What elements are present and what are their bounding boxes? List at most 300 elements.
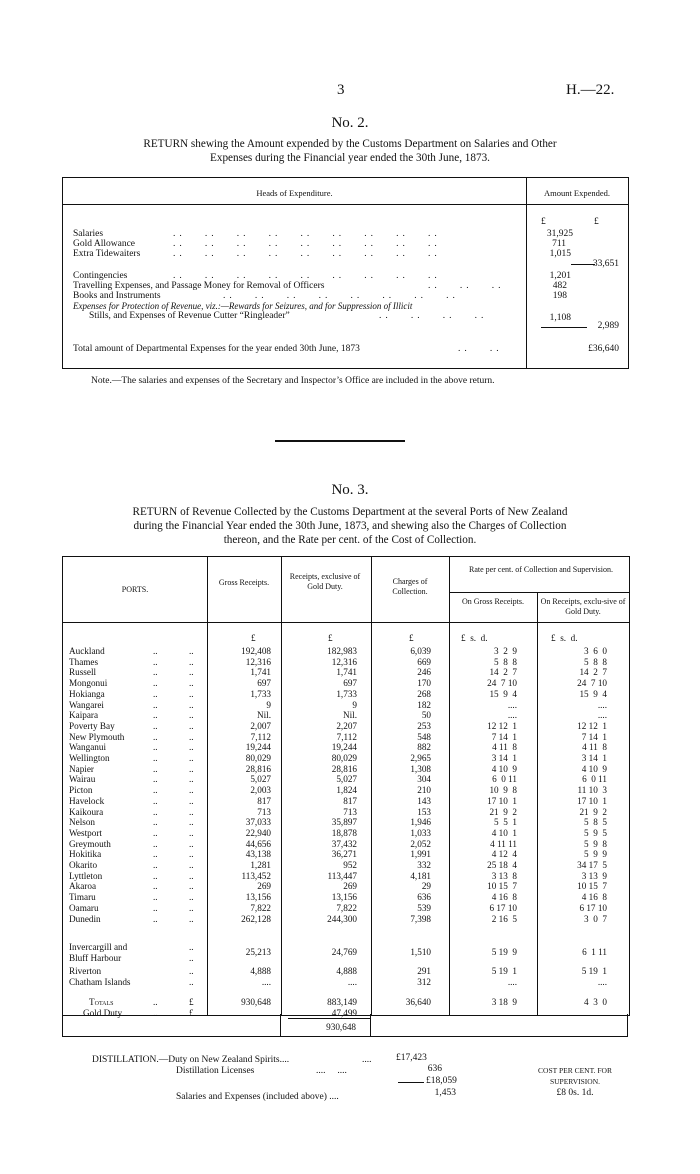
rate-on-exclusive-value: 34 17 5: [577, 860, 607, 870]
gross-receipts-value: 37,033: [245, 817, 271, 828]
port-name: Wangarei: [69, 699, 104, 710]
row-leader: ..: [153, 710, 158, 721]
receipts-exclusive-value: 36,271: [331, 849, 357, 860]
gross-receipts-value: 2,003: [250, 785, 271, 796]
port-name: Timaru: [69, 892, 96, 903]
row-leader: ..: [153, 849, 158, 860]
expense-row: Gold Allowance .. .. .. .. .. .. .. .. .. 711: [73, 239, 566, 249]
rate-on-gross-value: 4 11 11: [490, 838, 517, 849]
protection-label-line2: Stills, and Expenses of Revenue Cutter “Ringleader”: [89, 311, 290, 321]
gross-receipts-value: 19,244: [245, 742, 271, 753]
expense-row: Travelling Expenses, and Passage Money for Removal of Officers .. .. .. 482: [73, 281, 567, 291]
row-leader: ..: [189, 849, 194, 860]
gross-receipts-value: 22,940: [245, 827, 271, 838]
expenditure-table: [62, 177, 629, 369]
charges-value: 7,398: [410, 913, 431, 924]
currency-sign: £: [541, 217, 546, 227]
gross-receipts-value: 28,816: [245, 763, 271, 774]
rate-on-gross-value: 4 11 8: [492, 742, 517, 753]
charges-value: 291: [417, 966, 431, 976]
rate-on-gross-value: 21 9 2: [489, 806, 517, 817]
total-rate-on-gross: 3 18 9: [491, 997, 517, 1007]
gross-receipts-value: 113,452: [241, 870, 271, 881]
rate-on-exclusive-value: 15 9 4: [579, 688, 607, 699]
receipts-exclusive-value: 952: [343, 860, 357, 870]
charges-value: 1,308: [410, 763, 431, 774]
subtotal-salaries: 33,651: [592, 259, 619, 269]
receipts-exclusive-value: 113,447: [327, 870, 357, 881]
rate-on-gross-value: 5 5 1: [494, 817, 517, 828]
row-leader: ..: [153, 997, 158, 1007]
port-name: Okarito: [69, 860, 98, 870]
return-3-heading-line1: RETURN of Revenue Collected by the Customs Department at the several Ports of New Zealand: [132, 506, 568, 518]
expense-row: Books and Instruments .. .. .. .. .. .. .. .. 198: [73, 291, 567, 301]
supervision-heading: SUPERVISION.: [549, 1077, 601, 1086]
on-receipts-exclusive-header: On Receipts, exclu-sive of Gold Duty.: [540, 597, 626, 616]
row-leader: ..: [189, 806, 194, 817]
gross-receipts-value: 44,656: [245, 838, 271, 849]
expense-label: Extra Tidewaiters: [73, 249, 141, 259]
rate-on-exclusive-value: 12 12 1: [577, 720, 607, 731]
return-2-note: Note.—The salaries and expenses of the Secretary and Inspector’s Office are included in the above return.: [91, 376, 495, 386]
gross-receipts-value: Nil.: [256, 710, 271, 721]
rate-on-exclusive-value: 14 2 7: [579, 667, 607, 678]
gross-receipts-value: 7,112: [250, 731, 271, 742]
port-name: Mongonui: [69, 678, 108, 689]
gross-receipts-value: 7,822: [250, 902, 271, 913]
rate-on-gross-value: 5 8 8: [494, 656, 517, 667]
rate-on-gross-value: 4 16 8: [491, 892, 517, 903]
gross-receipts-value: 1,733: [250, 688, 271, 699]
expense-amount: 198: [552, 291, 567, 301]
receipts-exclusive-value: 817: [343, 795, 357, 806]
rate-on-exclusive-value: 6 17 10: [579, 902, 607, 913]
row-leader: ..: [189, 817, 194, 828]
gold-duty-unit: £: [189, 1008, 194, 1018]
row-leader: ..: [189, 699, 194, 710]
row-leader: ..: [189, 870, 194, 881]
port-name: Kaikoura: [69, 806, 104, 817]
row-leader: ..: [189, 678, 194, 689]
gross-receipts-value: 9: [266, 699, 271, 710]
row-leader: ..: [189, 860, 194, 870]
charges-value: 1,510: [410, 947, 431, 957]
gross-receipts-header: Gross Receipts.: [218, 578, 270, 587]
row-leader: ..: [189, 688, 194, 699]
port-name: Hokitika: [69, 849, 102, 860]
row-leader: ..: [153, 720, 158, 731]
port-name: Bluff Harbour: [69, 953, 122, 963]
gold-duty-label: Gold Duty: [83, 1008, 123, 1018]
row-leader: ..: [189, 646, 194, 656]
receipts-exclusive-value: 1,733: [336, 688, 357, 699]
row-leader: ..: [153, 774, 158, 785]
charges-value: 1,991: [410, 849, 431, 860]
row-leader: ..: [189, 731, 194, 742]
gross-receipts-value: 43,138: [245, 849, 271, 860]
expense-row: Extra Tidewaiters .. .. .. .. .. .. .. .. .. 1,015: [73, 249, 571, 259]
rate-on-gross-value: 4 10 1: [491, 827, 517, 838]
rate-on-exclusive-value: 5 9 9: [584, 849, 607, 860]
row-leader: ..: [153, 646, 158, 656]
expense-label: Salaries: [73, 229, 104, 239]
row-leader: ..: [153, 806, 158, 817]
cost-per-cent-heading: COST PER CENT. FOR: [538, 1066, 612, 1075]
port-name: Invercargill and: [69, 942, 128, 952]
charges-value: 332: [417, 860, 431, 870]
gross-receipts-value: 192,408: [241, 646, 271, 656]
rate-on-gross-value: 3 13 8: [491, 870, 517, 881]
rate-on-exclusive-value: 3 6 0: [584, 646, 607, 656]
row-leader: ..: [189, 953, 194, 963]
row-leader: ..: [153, 827, 158, 838]
row-leader: ..: [189, 902, 194, 913]
rate-on-exclusive-value: 5 8 8: [584, 656, 607, 667]
return-3-number: No. 3.: [331, 482, 369, 498]
gross-receipts-value: 1,741: [250, 667, 271, 678]
totals-unit: £: [189, 997, 194, 1007]
charges-of-collection-header: Charges of Collection.: [392, 577, 428, 596]
receipts-exclusive-value: 18,878: [331, 827, 357, 838]
gross-receipts-value: 713: [257, 806, 271, 817]
receipts-exclusive-header: Receipts, exclusive of Gold Duty.: [289, 572, 361, 591]
charges-value: 4,181: [410, 870, 431, 881]
gross-receipts-value: 2,007: [250, 720, 271, 731]
port-name: Wairau: [69, 774, 96, 785]
rate-on-gross-value: ....: [507, 699, 517, 710]
unit-pound: £: [251, 633, 256, 643]
receipts-exclusive-value: 7,822: [336, 902, 357, 913]
row-leader: ..: [153, 838, 158, 849]
rate-on-gross-value: 17 10 1: [487, 795, 517, 806]
charges-value: 153: [417, 806, 431, 817]
gross-receipts-value: 4,888: [250, 966, 271, 976]
rate-on-exclusive-value: 4 10 9: [581, 763, 607, 774]
expense-amount: 711: [552, 239, 566, 249]
expense-label: Travelling Expenses, and Passage Money for Removal of Officers: [73, 281, 325, 291]
gross-receipts-value: 697: [257, 678, 271, 689]
rate-on-exclusive-value: 5 9 5: [584, 827, 607, 838]
port-name: Wanganui: [69, 742, 107, 753]
port-name: Napier: [69, 763, 94, 774]
on-gross-receipts-header: On Gross Receipts.: [462, 597, 524, 606]
rate-on-exclusive-value: 11 10 3: [577, 785, 607, 796]
charges-value: 669: [417, 656, 431, 667]
charges-value: 246: [417, 667, 431, 678]
row-leader: ..: [189, 913, 194, 924]
row-leader: ..: [153, 892, 158, 903]
rate-on-exclusive-value: ....: [597, 710, 607, 721]
rate-on-exclusive-value: 5 8 5: [584, 817, 607, 828]
dot-leader: .... ....: [316, 1066, 347, 1076]
row-leader: ..: [189, 966, 194, 976]
gross-receipts-value: 262,128: [241, 913, 271, 924]
port-name: Thames: [69, 656, 99, 667]
gross-receipts-value: 817: [257, 795, 271, 806]
rate-on-exclusive-value: 4 16 8: [581, 892, 607, 903]
receipts-exclusive-value: 697: [343, 678, 357, 689]
row-leader: ..: [153, 688, 158, 699]
rate-on-gross-value: ....: [507, 710, 517, 721]
expense-amount: 1,015: [549, 249, 571, 259]
charges-value: 2,052: [410, 838, 431, 849]
distillation-spirits-label: DISTILLATION.—Duty on New Zealand Spirits....: [92, 1055, 290, 1065]
receipts-exclusive-value: 269: [343, 881, 357, 892]
total-rate-on-exclusive: 4 3 0: [584, 997, 607, 1007]
receipts-exclusive-value: 244,300: [327, 913, 357, 924]
gross-receipts-value: 269: [257, 881, 271, 892]
rate-on-exclusive-value: 6 1 11: [582, 947, 607, 957]
rate-on-gross-value: 7 14 1: [491, 731, 517, 742]
charges-value: 170: [417, 678, 431, 689]
return-2-heading-line2: Expenses during the Financial year ended the 30th June, 1873.: [210, 152, 490, 164]
receipts-exclusive-value: 37,432: [331, 838, 357, 849]
charges-value: 143: [417, 795, 431, 806]
rate-on-exclusive-value: 24 7 10: [577, 678, 607, 689]
row-leader: ..: [189, 785, 194, 796]
receipts-exclusive-value: 13,156: [331, 892, 357, 903]
rate-on-gross-value: 10 9 8: [489, 785, 517, 796]
distillation-licenses-label: Distillation Licenses: [176, 1066, 255, 1076]
port-name: Wellington: [69, 753, 110, 763]
charges-value: 1,033: [410, 827, 431, 838]
charges-value: 253: [417, 720, 431, 731]
gross-receipts-value: 12,316: [245, 656, 271, 667]
distillation-salaries-value: 1,453: [434, 1088, 456, 1098]
rate-on-exclusive-value: 21 9 2: [579, 806, 607, 817]
rate-on-gross-value: 12 12 1: [487, 720, 517, 731]
rate-on-gross-value: ....: [507, 977, 517, 987]
protection-label-line1: Expenses for Protection of Revenue, viz.:—Rewards for Seizures, and for Suppression of Illicit: [73, 301, 413, 311]
row-leader: ..: [153, 731, 158, 742]
gross-receipts-value: ....: [261, 977, 271, 987]
charges-value: 29: [421, 881, 431, 892]
dot-leader: ....: [362, 1055, 372, 1065]
rate-on-gross-value: 5 19 1: [491, 966, 517, 976]
receipts-exclusive-value: 5,027: [336, 774, 357, 785]
port-name: Poverty Bay: [69, 720, 115, 731]
gold-duty-value: 47,499: [331, 1008, 357, 1018]
row-leader: ..: [153, 860, 158, 870]
port-name: Akaroa: [69, 881, 97, 892]
receipts-exclusive-value: 9: [352, 699, 357, 710]
rate-on-gross-value: 24 7 10: [487, 678, 517, 689]
total-charges: 36,640: [405, 997, 431, 1007]
row-leader: ..: [189, 892, 194, 903]
row-leader: ..: [153, 870, 158, 881]
receipts-exclusive-value: 80,029: [331, 753, 357, 763]
row-leader: ..: [189, 827, 194, 838]
receipts-exclusive-value: 182,983: [327, 646, 357, 656]
rate-on-exclusive-value: 4 11 8: [582, 742, 607, 753]
expense-row: Contingencies .. .. .. .. .. .. .. .. .. 1,201: [73, 271, 571, 281]
receipts-exclusive-value: 2,207: [336, 720, 357, 731]
rate-on-exclusive-value: 17 10 1: [577, 795, 607, 806]
charges-value: 2,965: [410, 753, 431, 763]
charges-value: 210: [417, 785, 431, 796]
rate-on-gross-value: 4 10 9: [491, 763, 517, 774]
page-number: 3: [337, 82, 345, 98]
ports-header: PORTS.: [121, 585, 149, 594]
rate-on-gross-value: 10 15 7: [487, 881, 517, 892]
distillation-licenses-value: 636: [427, 1064, 442, 1074]
expense-label: Contingencies: [73, 271, 128, 281]
rate-on-gross-value: 5 19 9: [491, 947, 517, 957]
row-leader: ..: [153, 795, 158, 806]
unit-lsd: £ s. d.: [461, 633, 488, 643]
gross-receipts-value: 13,156: [245, 892, 271, 903]
row-leader: ..: [189, 881, 194, 892]
charges-value: 539: [417, 902, 431, 913]
return-3-heading-line3: thereon, and the Rate per cent. of the Cost of Collection.: [223, 534, 477, 546]
gross-receipts-value: 25,213: [245, 947, 271, 957]
rate-on-exclusive-value: 7 14 1: [581, 731, 607, 742]
port-name: Dunedin: [69, 913, 101, 924]
port-name: Oamaru: [69, 902, 99, 913]
gross-receipts-value: 80,029: [245, 753, 271, 763]
rate-on-gross-value: 6 17 10: [489, 902, 517, 913]
rate-on-gross-value: 14 2 7: [489, 667, 517, 678]
port-name: Kaipara: [69, 710, 99, 721]
protection-amount: 1,108: [549, 313, 571, 323]
receipts-exclusive-value: 12,316: [331, 656, 357, 667]
charges-value: 1,946: [410, 817, 431, 828]
port-name: Havelock: [69, 795, 105, 806]
rate-on-exclusive-value: 5 9 8: [584, 838, 607, 849]
port-name: Chatham Islands: [69, 977, 131, 987]
receipts-exclusive-value: 713: [343, 806, 357, 817]
port-name: Lyttleton: [69, 870, 103, 881]
row-leader: ..: [189, 838, 194, 849]
row-leader: ..: [153, 902, 158, 913]
charges-value: 50: [421, 710, 431, 721]
distillation-spirits-value: £17,423: [396, 1053, 427, 1063]
charges-value: 548: [417, 731, 431, 742]
rate-on-gross-value: 3 14 1: [491, 753, 517, 763]
row-leader: ..: [153, 753, 158, 763]
amount-expended-header: Amount Expended.: [543, 188, 611, 198]
gross-receipts-value: 5,027: [250, 774, 271, 785]
unit-pound: £: [409, 633, 414, 643]
rate-on-gross-value: 2 16 5: [491, 913, 517, 924]
gross-receipts-value: 1,281: [250, 860, 271, 870]
port-name: Westport: [69, 827, 102, 838]
charges-value: 312: [417, 977, 431, 987]
row-leader: ..: [189, 942, 194, 952]
port-name: New Plymouth: [69, 731, 125, 742]
total-gross-receipts: 930,648: [241, 997, 271, 1007]
receipts-exclusive-value: 35,897: [331, 817, 357, 828]
row-leader: ..: [189, 763, 194, 774]
row-leader: ..: [189, 795, 194, 806]
charges-value: 636: [417, 892, 431, 903]
receipts-exclusive-value: 4,888: [336, 966, 357, 976]
unit-lsd: £ s. d.: [551, 633, 578, 643]
distillation-salaries-label: Salaries and Expenses (included above) ....: [176, 1092, 339, 1102]
row-leader: ..: [153, 742, 158, 753]
port-name: Russell: [69, 667, 97, 678]
receipts-exclusive-value: 1,741: [336, 667, 357, 678]
row-leader: ..: [153, 1008, 158, 1018]
expense-label: Gold Allowance: [73, 239, 136, 249]
row-leader: ..: [189, 977, 194, 987]
row-leader: ..: [189, 656, 194, 667]
expense-row: Salaries .. .. .. .. .. .. .. .. .. 31,925: [73, 229, 573, 239]
rate-on-exclusive-value: 10 15 7: [577, 881, 607, 892]
row-leader: ..: [153, 667, 158, 678]
row-leader: ..: [189, 753, 194, 763]
charges-value: 304: [417, 774, 431, 785]
unit-pound: £: [328, 633, 333, 643]
receipts-exclusive-value: 28,816: [331, 763, 357, 774]
return-3-heading-line2: during the Financial Year ended the 30th June, 1873, and shewing also the Charges of Collection: [133, 520, 567, 532]
rate-on-exclusive-value: 3 14 1: [581, 753, 607, 763]
port-name: Auckland: [69, 646, 105, 656]
row-leader: ..: [189, 710, 194, 721]
port-name: Hokianga: [69, 688, 105, 699]
port-name: Greymouth: [69, 838, 111, 849]
row-leader: ..: [153, 785, 158, 796]
charges-value: 268: [417, 688, 431, 699]
rate-on-exclusive-value: 6 0 11: [582, 774, 607, 785]
row-leader: ..: [153, 656, 158, 667]
rate-on-gross-value: 4 12 4: [491, 849, 517, 860]
row-leader: ..: [153, 699, 158, 710]
rate-on-exclusive-value: ....: [597, 699, 607, 710]
distillation-subtotal: £18,059: [426, 1076, 457, 1086]
charges-value: 182: [417, 699, 431, 710]
cost-per-cent-value: £8 0s. 1d.: [556, 1088, 594, 1098]
expense-amount: 31,925: [546, 229, 573, 239]
return-2-heading-line1: RETURN shewing the Amount expended by the Customs Department on Salaries and Other: [143, 138, 557, 150]
currency-sign: £: [594, 217, 599, 227]
charges-value: 6,039: [410, 646, 431, 656]
port-name: Nelson: [69, 817, 96, 828]
expense-amount: 1,201: [549, 271, 571, 281]
return-2-number: No. 2.: [331, 115, 369, 131]
row-leader: ..: [153, 881, 158, 892]
row-leader: ..: [153, 678, 158, 689]
document-reference: H.—22.: [566, 82, 615, 98]
total-row: Total amount of Departmental Expenses for the year ended 30th June, 1873 .. ..: [73, 344, 503, 354]
rate-on-gross-value: 6 0 11: [492, 774, 517, 785]
charges-value: 882: [417, 742, 431, 753]
receipts-exclusive-value: 7,112: [336, 731, 357, 742]
revenue-table: [62, 556, 630, 1016]
section-divider: [275, 440, 405, 442]
rate-on-gross-value: 25 18 4: [487, 860, 517, 870]
receipts-exclusive-value: 19,244: [331, 742, 357, 753]
rate-on-gross-value: 3 2 9: [494, 646, 517, 656]
row-leader: ..: [189, 774, 194, 785]
total-amount: £36,640: [588, 344, 619, 354]
subtotal-contingencies: 2,989: [597, 321, 619, 331]
row-leader: ..: [189, 667, 194, 678]
row-leader: ..: [153, 763, 158, 774]
receipts-exclusive-value: ....: [347, 977, 357, 987]
rate-on-exclusive-value: 3 13 9: [581, 870, 607, 881]
receipts-exclusive-value: 24,769: [331, 947, 357, 957]
total-receipts-exclusive: 883,149: [327, 997, 357, 1007]
row-leader: ..: [153, 817, 158, 828]
expense-row: Stills, and Expenses of Revenue Cutter “Ringleader” .. .. .. ..: [89, 311, 488, 321]
expense-label: Books and Instruments: [73, 291, 161, 301]
port-name: Picton: [69, 785, 93, 796]
expense-amount: 482: [552, 281, 567, 291]
totals-label: Totals: [89, 997, 114, 1007]
port-name: Riverton: [69, 966, 102, 976]
row-leader: ..: [189, 720, 194, 731]
